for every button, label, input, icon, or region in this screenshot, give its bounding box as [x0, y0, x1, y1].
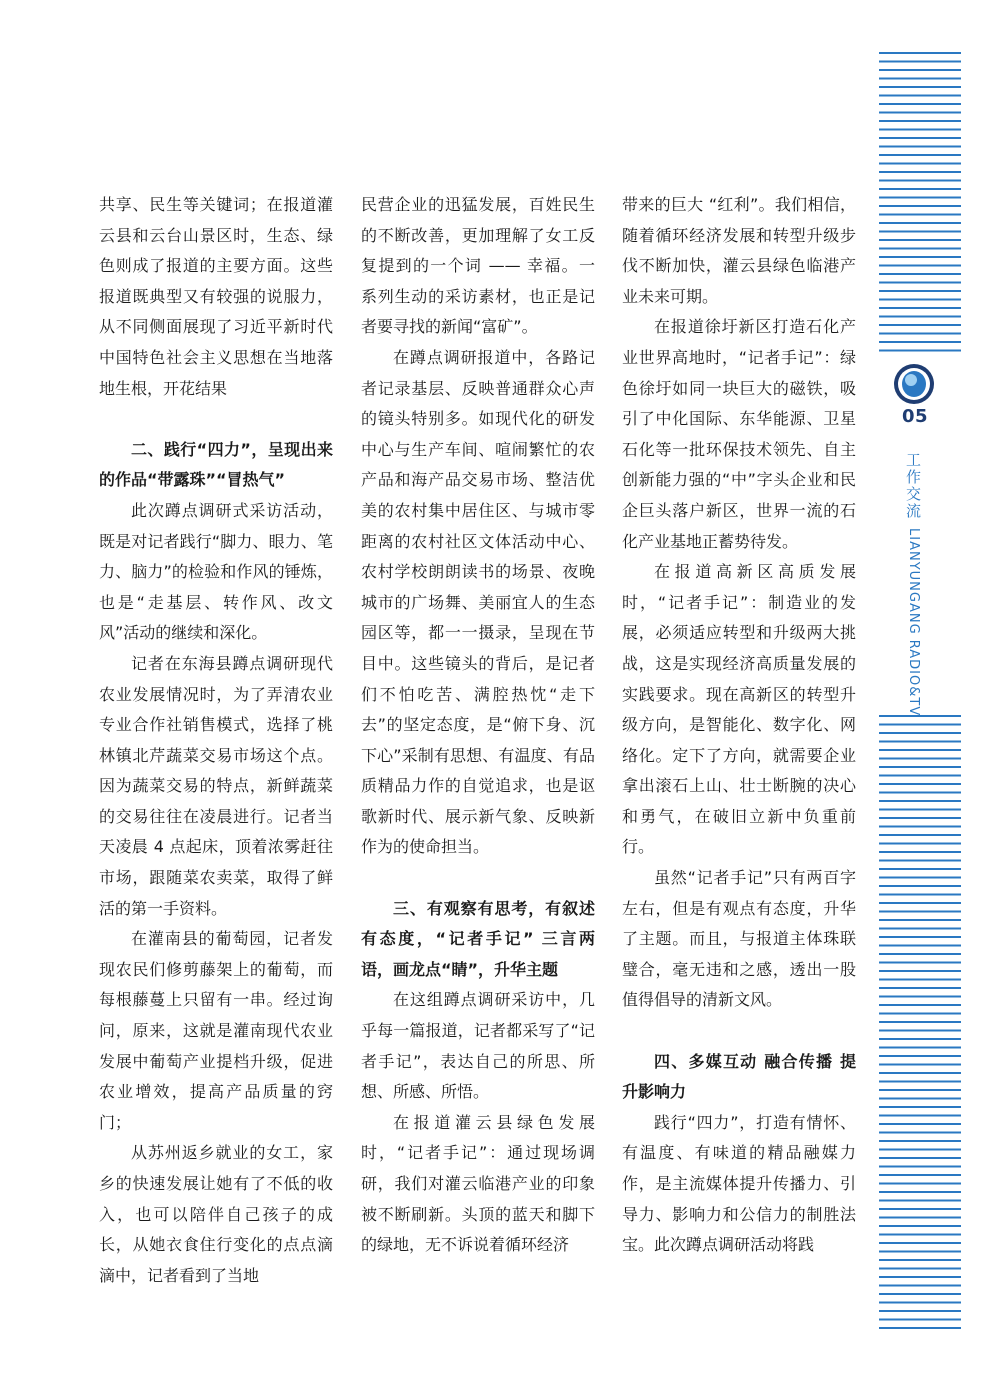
section-heading: 三、有观察有思考，有叙述有态度，“记者手记” 三言两语，画龙点“睛”，升华主题 [361, 898, 595, 979]
paragraph: 民营企业的迅猛发展，百姓民生的不断改善，更加理解了女工反复提到的一个词 —— 幸福。一系列生动的采访素材，也正是记者要寻找的新闻“富矿”。 [361, 195, 595, 337]
section-heading: 二、践行“四力”，呈现出来的作品“带露珠”“冒热气” [99, 439, 333, 490]
paragraph: 在报道高新区高质发展时，“记者手记”：制造业的发展，必须适应转型和升级两大挑战，这是实现经济高质量发展的实践要求。现在高新区的转型升级方向，是智能化、数字化、网络化。定下了方向，就需要企业拿出滚石上山、壮士断腕的决心和勇气，在破旧立新中负重前行。 [622, 562, 856, 857]
section-label-zh: 工作交流 [904, 452, 922, 520]
paragraph: 在报道徐圩新区打造石化产业世界高地时，“记者手记”：绿色徐圩如同一块巨大的磁铁，吸引了中化国际、东华能源、卫星石化等一批环保技术领先、自主创新能力强的“中”字头企业和民企巨头落户新区，世界一流的石化产业基地正蓄势待发。 [622, 317, 856, 551]
paragraph: 在这组蹲点调研采访中，几乎每一篇报道，记者都采写了“记者手记”，表达自己的所思、所想、所感、所悟。 [361, 990, 595, 1102]
section-label-en: LIANYUNGANG RADIO&TV [906, 528, 921, 717]
section-label [903, 452, 924, 716]
page-number: 05 [901, 406, 929, 427]
text-column-2 [361, 190, 595, 1261]
station-logo-icon [892, 362, 936, 406]
paragraph: 记者在东海县蹲点调研现代农业发展情况时，为了弄清农业专业合作社销售模式，选择了桃林镇北芹蔬菜交易市场这个点。因为蔬菜交易的特点，新鲜蔬菜的交易往往在凌晨进行。记者当天凌晨 4 点起床，顶着浓雾赶往市场，跟随菜农卖菜，取得了鲜活的第一手资料。 [99, 653, 333, 918]
section-heading: 四、多媒互动 融合传播 提升影响力 [622, 1051, 856, 1102]
paragraph: 在蹲点调研报道中，各路记者记录基层、反映普通群众心声的镜头特别多。如现代化的研发中心与生产车间、喧闹繁忙的农产品和海产品交易市场、整洁优美的农村集中居住区、与城市零距离的农村社区文体活动中心、农村学校朗朗读书的场景、夜晚城市的广场舞、美丽宜人的生态园区等，都一一摄录，呈现在节目中。这些镜头的背后，是记者们不怕吃苦、满腔热忱“走下去”的坚定态度，是“俯下身、沉下心”采制有思想、有温度、有品质精品力作的自觉追求，也是讴歌新时代、展示新气象、反映新作为的使命担当。 [361, 347, 595, 857]
paragraph: 此次蹲点调研式采访活动，既是对记者践行“脚力、眼力、笔力、脑力”的检验和作风的锤炼，也是“走基层、转作风、改文风”活动的继续和深化。 [99, 500, 333, 643]
text-column-3 [622, 190, 856, 1261]
paragraph: 践行“四力”，打造有情怀、有温度、有味道的精品融媒力作，是主流媒体提升传播力、引导力、影响力和公信力的制胜法宝。此次蹲点调研活动将践 [622, 1112, 856, 1255]
paragraph: 共享、民生等关键词；在报道灌云县和云台山景区时，生态、绿色则成了报道的主要方面。这些报道既典型又有较强的说服力，从不同侧面展现了习近平新时代中国特色社会主义思想在当地落地生根，开花结果 [99, 195, 333, 398]
paragraph: 在报道灌云县绿色发展时，“记者手记”：通过现场调研，我们对灌云临港产业的印象被不断刷新。头顶的蓝天和脚下的绿地，无不诉说着循环经济 [361, 1112, 595, 1255]
paragraph: 虽然“记者手记”只有两百字左右，但是有观点有态度，升华了主题。而且，与报道主体珠联璧合，毫无违和之感，透出一股值得倡导的清新文风。 [622, 868, 856, 1010]
paragraph: 在灌南县的葡萄园，记者发现农民们修剪藤架上的葡萄，而每根藤蔓上只留有一串。经过询问，原来，这就是灌南现代农业发展中葡萄产业提档升级，促进农业增效，提高产品质量的窍门； [99, 929, 333, 1132]
paragraph: 从苏州返乡就业的女工，家乡的快速发展让她有了不低的收入，也可以陪伴自己孩子的成长，从她衣食住行变化的点点滴滴中，记者看到了当地 [99, 1143, 333, 1285]
paragraph: 带来的巨大 “红利”。我们相信，随着循环经济发展和转型升级步伐不断加快，灌云县绿色临港产业未来可期。 [622, 195, 856, 306]
text-column-1 [99, 190, 333, 1291]
